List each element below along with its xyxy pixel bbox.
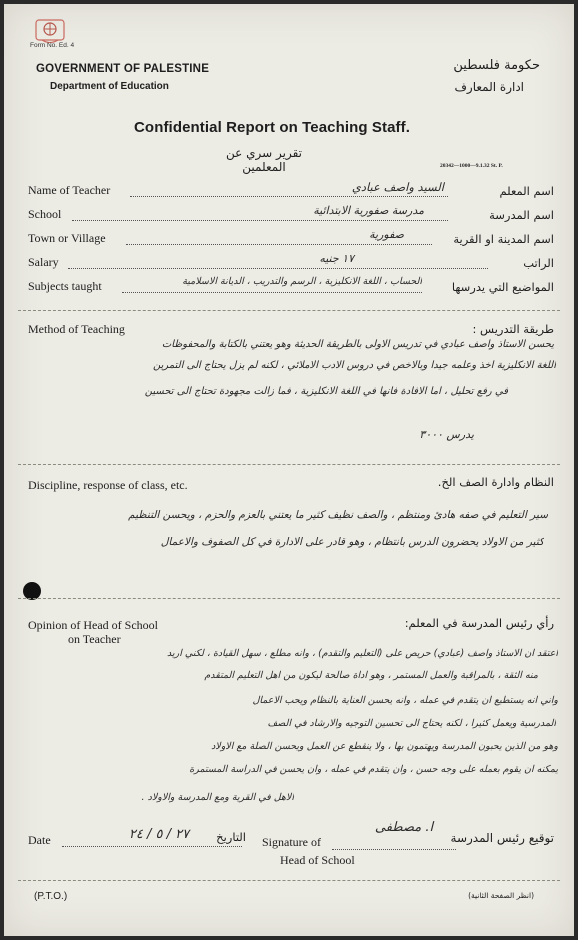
section-label: Opinion of Head of School [28, 618, 158, 632]
section-label-ar: رأي رئيس المدرسة في المعلم: [404, 616, 554, 630]
department-title: Department of Education [50, 81, 169, 92]
handwritten-line: اعتقد ان الاستاذ واصف (عبادي) حريص على (التعليم والتقدم) ، وانه مطلع ، سهل القيادة ، لكني اريد [167, 648, 558, 659]
government-title: GOVERNMENT OF PALESTINE [36, 63, 210, 75]
handwritten-line: يحسن الاستاذ واصف عبادي في تدريس الاولى بالطريقة الحديثة وهو يعتني بالكتابة والمحفوظات [161, 339, 554, 350]
field-label: Town or Village [28, 231, 106, 245]
field-label: School [28, 207, 62, 221]
handwritten-line: المدرسية ويعمل كثيرا ، لكنه يحتاج الى تحسين التوجيه والارشاد في الصف [267, 718, 556, 729]
handwritten-line: في رفع تحليل ، اما الافادة فانها في اللغة الانكليزية ، فما زالت مجهودة تحتاج الى تحسين [144, 386, 508, 397]
handwritten-line: سير التعليم في صفه هادئ ومنتظم ، والصف نظيف كثير ما يعتني بالعزم والحزم ، ويحسن التنظيم [128, 509, 548, 521]
date-label-ar: التاريخ [216, 830, 246, 844]
date-value: ٢٧ / ٥ / ٢٤ [128, 827, 190, 842]
field-value-school: مدرسة صفورية الابتدائية [313, 204, 424, 217]
handwritten-line: اللغة الانكليزية اخذ وعلمه جيدا وبالاخص في دروس الادب الاملائي ، لكنه لم يزل يحتاج الى التمرين [152, 360, 556, 371]
field-label-ar: اسم المدرسة [489, 208, 554, 222]
divider [18, 464, 560, 465]
field-label-ar: اسم المدينة او القرية [453, 232, 554, 246]
handwritten-line: الاهل في القرية ومع المدرسة والاولاد . [141, 792, 294, 803]
field-value-teacher-name: السيد واصف عبادي [351, 180, 444, 194]
report-title: Confidential Report on Teaching Staff. [134, 119, 411, 136]
date-label: Date [28, 833, 51, 847]
field-label: Subjects taught [28, 279, 102, 293]
pto-note: (P.T.O.) [34, 891, 68, 902]
field-label-ar: الراتب [523, 256, 554, 270]
handwritten-line: كثير من الاولاد يحضرون الدرس بانتظام ، وهو قادر على الادارة في كل الصفوف والاعمال [160, 536, 544, 548]
section-label: on Teacher [68, 632, 121, 646]
signature-label: Head of School [280, 853, 355, 867]
signature-label: Signature of [262, 835, 321, 849]
signature-label-ar: توقيع رئيس المدرسة [450, 831, 554, 845]
field-label-ar: المواضيع التي يدرسها [451, 280, 554, 294]
section-label: Method of Teaching [28, 322, 125, 336]
print-code: 20342—1000—9.1.32 St. P. [440, 163, 503, 169]
government-title-ar: حكومة فلسطين [453, 58, 540, 73]
divider [18, 598, 560, 599]
divider [18, 880, 560, 881]
report-title-ar: تقرير سري عن المعلمين [226, 146, 302, 174]
section-label: Discipline, response of class, etc. [28, 478, 188, 492]
field-label: Name of Teacher [28, 183, 111, 197]
handwritten-line: يمكنه ان يقوم بعمله على وجه حسن ، وان يتقدم في عمله ، وان يحسن في الدراسة المستمرة [189, 764, 558, 775]
field-value-salary: ١٧ جنيه [319, 252, 354, 265]
handwritten-line: وهو من الذين يحبون المدرسة ويهتمون بها ، ولا ينقطع عن العمل ويحسن الصلة مع الاولاد [211, 741, 558, 752]
handwritten-line: منه الثقة ، بالمراقبة والعمل المستمر ، وهو اداة صالحة ليكون من اهل التعليم المتقدم [204, 670, 538, 681]
field-label-ar: اسم المعلم [499, 184, 554, 198]
field-label: Salary [28, 255, 59, 269]
signature-value: ا. مصطفى [374, 820, 434, 835]
section-label-ar: طريقة التدريس : [472, 322, 554, 336]
field-value-subjects: الحساب ، اللغة الانكليزية ، الرسم والتدريب ، الديانة الاسلامية [182, 276, 422, 287]
department-title-ar: ادارة المعارف [454, 80, 524, 94]
handwritten-line: يدرس ٣٠٠٠ [419, 428, 474, 441]
pto-note-ar: (انظر الصفحة الثانية) [468, 891, 534, 900]
section-label-ar: النظام وادارة الصف الخ. [437, 475, 554, 489]
field-value-town: صفورية [369, 228, 404, 241]
divider [18, 310, 560, 311]
report-page [4, 4, 574, 936]
form-number: Form No. Ed. 4 [30, 42, 75, 49]
handwritten-line: واني انه يستطيع ان يتقدم في عمله ، وانه يحسن العناية بالنظام ويحب الاعمال [252, 695, 558, 706]
